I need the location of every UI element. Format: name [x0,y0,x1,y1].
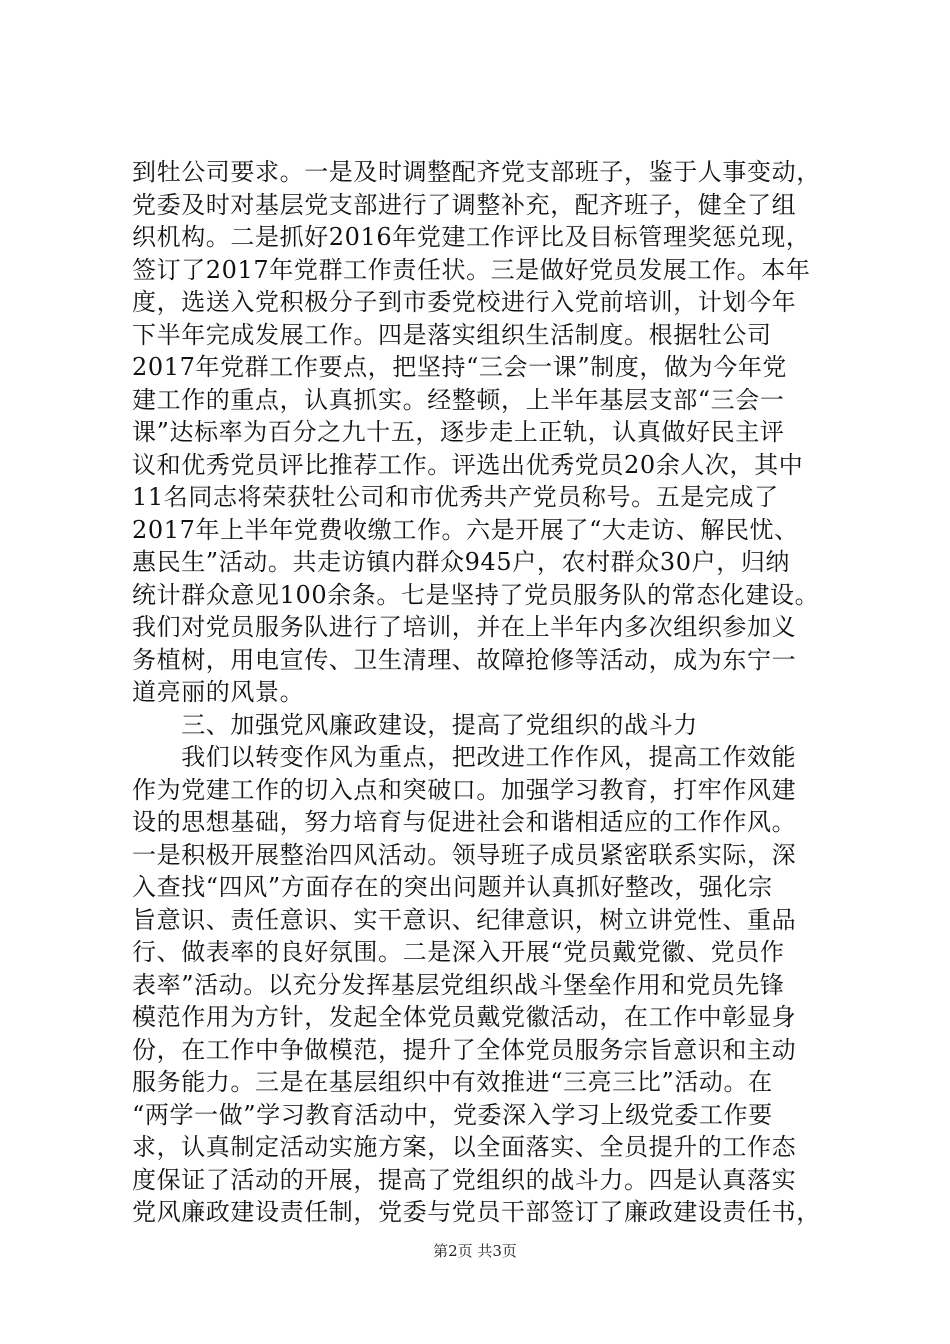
text-line: 求，认真制定活动实施方案，以全面落实、全员提升的工作态 [132,1133,797,1161]
text-line: 建工作的重点，认真抓实。经整顿，上半年基层支部“三会一 [132,385,785,414]
text-line: 2017年党群工作要点，把坚持“三会一课”制度，做为今年党 [132,353,788,381]
text-line: 2017年上半年党费收缴工作。六是开展了“大走访、解民忧、 [132,515,799,544]
text-line: 一是积极开展整治四风活动。领导班子成员紧密联系实际，深 [132,840,797,869]
text-line: 下半年完成发展工作。四是落实组织生活制度。根据牡公司 [132,320,772,349]
text-line: 课”达标率为百分之九十五，逐步走上正轨，认真做好民主评 [132,418,785,446]
text-line: 旨意识、责任意识、实干意识、纪律意识，树立讲党性、重品 [132,905,797,934]
text-line: 表率”活动。以充分发挥基层党组织战斗堡垒作用和党员先锋 [132,970,785,999]
text-line: 11名同志将荣获牡公司和市优秀共产党员称号。五是完成了 [132,483,779,511]
text-line: 行、做表率的良好氛围。二是深入开展“党员戴党徽、党员作 [132,938,785,966]
body-text [132,156,832,1229]
text-line: “两学一做”学习教育活动中，党委深入学习上级党委工作要 [132,1100,773,1129]
text-line: 模范作用为方针，发起全体党员戴党徽活动，在工作中彰显身 [132,1003,797,1031]
text-line: 度保证了活动的开展，提高了党组织的战斗力。四是认真落实 [132,1165,797,1194]
page-footer [0,1241,950,1261]
text-line: 统计群众意见100余条。七是坚持了党员服务队的常态化建设。 [132,580,820,609]
text-line: 惠民生”活动。共走访镇内群众945户，农村群众30户，归纳 [132,548,791,576]
text-line: 我们以转变作风为重点，把改进工作作风，提高工作效能 [132,743,797,771]
text-line: 我们对党员服务队进行了培训，并在上半年内多次组织参加义 [132,613,797,641]
section-heading: 三、加强党风廉政建设，提高了党组织的战斗力 [132,710,698,739]
text-line: 道亮丽的风景。 [132,678,305,706]
text-line: 设的思想基础，努力培育与促进社会和谐相适应的工作作风。 [132,808,797,836]
text-line: 签订了2017年党群工作责任状。三是做好党员发展工作。本年 [132,255,811,284]
text-line: 到牡公司要求。一是及时调整配齐党支部班子，鉴于人事变动， [132,158,821,186]
text-line: 务植树，用电宣传、卫生清理、故障抢修等活动，成为东宁一 [132,645,797,674]
text-line: 度，选送入党积极分子到市委党校进行入党前培训，计划今年 [132,288,797,316]
text-line: 党风廉政建设责任制，党委与党员干部签订了廉政建设责任书， [132,1198,821,1226]
text-line: 入查找“四风”方面存在的突出问题并认真抓好整改，强化宗 [132,873,773,901]
text-line: 议和优秀党员评比推荐工作。评选出优秀党员20余人次，其中 [132,450,804,479]
text-line: 织机构。二是抓好2016年党建工作评比及目标管理奖惩兑现， [132,223,811,251]
text-line: 党委及时对基层党支部进行了调整补充，配齐班子，健全了组 [132,190,797,219]
text-line: 份，在工作中争做模范，提升了全体党员服务宗旨意识和主动 [132,1035,797,1064]
page-number: 第2页 共3页 [433,1242,517,1260]
text-line: 服务能力。三是在基层组织中有效推进“三亮三比”活动。在 [132,1068,773,1096]
text-line: 作为党建工作的切入点和突破口。加强学习教育，打牢作风建 [132,775,797,804]
